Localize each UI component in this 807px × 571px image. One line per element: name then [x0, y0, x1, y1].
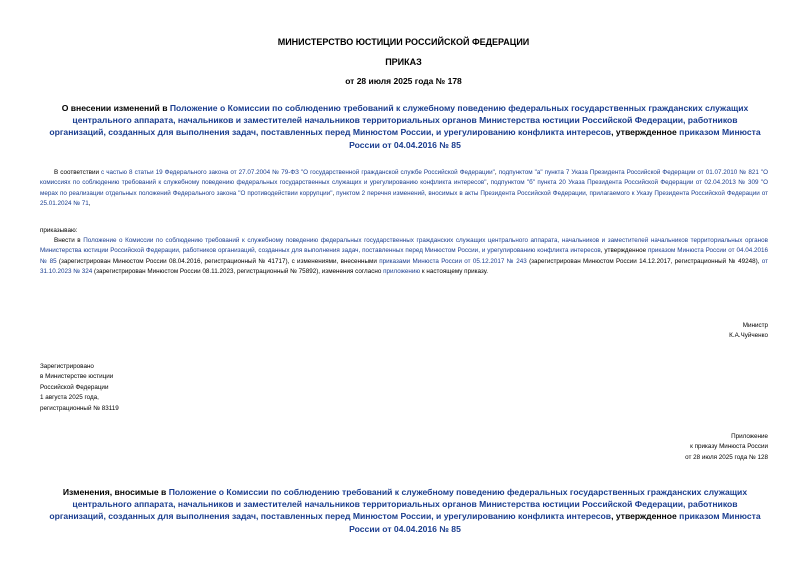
- order-85-link[interactable]: приказом Минюста России от 04.04.2016 № 85: [40, 247, 768, 265]
- changes-title: [45, 486, 765, 535]
- regulation-link[interactable]: Положение о Комиссии по соблюдению требований к служебному поведению федеральных государственных гражданских служащих центрального аппарата, начальников и заместителей начальников территориальных органов Министерства юстиции Российской Федерации, работников организаций, созданных для выполнения задач, поставленных перед Минюстом России, и урегулированию конфликта интересов: [49, 487, 748, 522]
- signatory-position: Министр: [742, 322, 768, 329]
- appendix-line: к приказу Минюста России: [690, 443, 768, 451]
- order-text: Внести в: [54, 237, 84, 244]
- order-324-link[interactable]: от 31.10.2023 № 324: [40, 257, 768, 276]
- title-prefix: О внесении изменений в: [61, 103, 170, 113]
- decree-821-link[interactable]: подпунктом "а" пункта 7 Указа Президента Российской Федерации от 01.07.2010 № 821 "О комиссиях по соблюдению требований к служебному поведению федеральных государственных служащих и урегулированию конфликта интересов": [40, 169, 768, 187]
- order-text: (зарегистрирован Минюстом России 08.04.2016, регистрационный № 41717), с изменениями, внесенными: [56, 257, 380, 265]
- registration-line: 1 августа 2025 года,: [40, 394, 99, 402]
- document-type: ПРИКАЗ: [385, 57, 422, 67]
- registration-line: Зарегистрировано: [40, 363, 94, 370]
- appendix-block: [685, 432, 768, 463]
- signatory-name: К.А.Чуйченко: [729, 332, 768, 340]
- preamble-text: ,: [494, 169, 499, 176]
- registration-block: [40, 362, 119, 414]
- order-243-link[interactable]: приказами Минюста России от 05.12.2017 № 243: [379, 257, 527, 265]
- decree-71-link[interactable]: пунктом 2 перечня изменений, вносимых в акты Президента Российской Федерации, прилагаемого к Указу Президента Российской Федерации от 25.01.2024 № 71: [40, 189, 769, 208]
- preamble-text: В соответствии: [54, 169, 102, 176]
- order-text: , утвержденное: [600, 247, 648, 255]
- registration-line: Российской Федерации: [40, 383, 109, 391]
- regulation-link[interactable]: Положение о Комиссии по соблюдению требований к служебному поведению федеральных государственных гражданских служащих центрального аппарата, начальников и заместителей начальников территориальных органов Министерства юстиции Российской Федерации, работников организаций, созданных для выполнения задач, поставленных перед Минюстом России, и урегулированию конфликта интересов: [40, 237, 768, 255]
- changes-title-prefix: Изменения, вносимые в: [62, 487, 169, 497]
- order-word: приказываю:: [40, 227, 78, 234]
- title-middle: , утвержденное: [611, 127, 680, 138]
- signature-block: [729, 321, 768, 342]
- order-85-link[interactable]: приказом Минюста России от 04.04.2016 № 85: [349, 511, 761, 534]
- order-text: (зарегистрирован Минюстом России 14.12.2017, регистрационный № 49248),: [526, 257, 762, 265]
- preamble-text: ,: [486, 179, 491, 187]
- registration-line: в Министерстве юстиции: [40, 373, 114, 381]
- decree-309-link[interactable]: подпунктом "б" пункта 20 Указа Президента Российской Федерации от 02.04.2013 № 309 "О мерах по реализации отдельных положений Федерального закона "О противодействии коррупции": [40, 179, 769, 197]
- changes-title-middle: , утвержденное: [611, 511, 680, 522]
- preamble-text: ,: [332, 189, 337, 197]
- appendix-link[interactable]: приложению: [383, 268, 421, 276]
- ministry-name: МИНИСТЕРСТВО ЮСТИЦИИ РОССИЙСКОЙ ФЕДЕРАЦИИ: [277, 37, 530, 47]
- regulation-link[interactable]: Положение о Комиссии по соблюдению требований к служебному поведению федеральных государственных гражданских служащих центрального аппарата, начальников и заместителей начальников территориальных органов Министерства юстиции Российской Федерации, работников организаций, созданных для выполнения задач, поставленных перед Минюстом России, и урегулированию конфликта интересов: [49, 103, 749, 138]
- appendix-line: Приложение: [731, 433, 768, 440]
- order-title: [45, 102, 765, 151]
- order-paragraph: [40, 236, 768, 278]
- registration-line: регистрационный № 83119: [40, 404, 119, 412]
- order-text: к настоящему приказу.: [420, 268, 488, 276]
- order-date-number: от 28 июля 2025 года № 178: [345, 76, 462, 86]
- preamble-paragraph: [40, 168, 768, 210]
- preamble-text: ,: [88, 200, 91, 208]
- order-85-link[interactable]: приказом Минюста России от 04.04.2016 № 85: [349, 127, 761, 150]
- law-79fz-link[interactable]: с частью 8 статьи 19 Федерального закона от 27.07.2004 № 79-ФЗ "О государственной гражданской службе Российской Федерации": [101, 169, 495, 176]
- appendix-line: от 28 июля 2025 года № 128: [685, 453, 768, 461]
- order-text: (зарегистрирован Минюстом России 08.11.2023, регистрационный № 75892), изменения согласно: [92, 268, 384, 276]
